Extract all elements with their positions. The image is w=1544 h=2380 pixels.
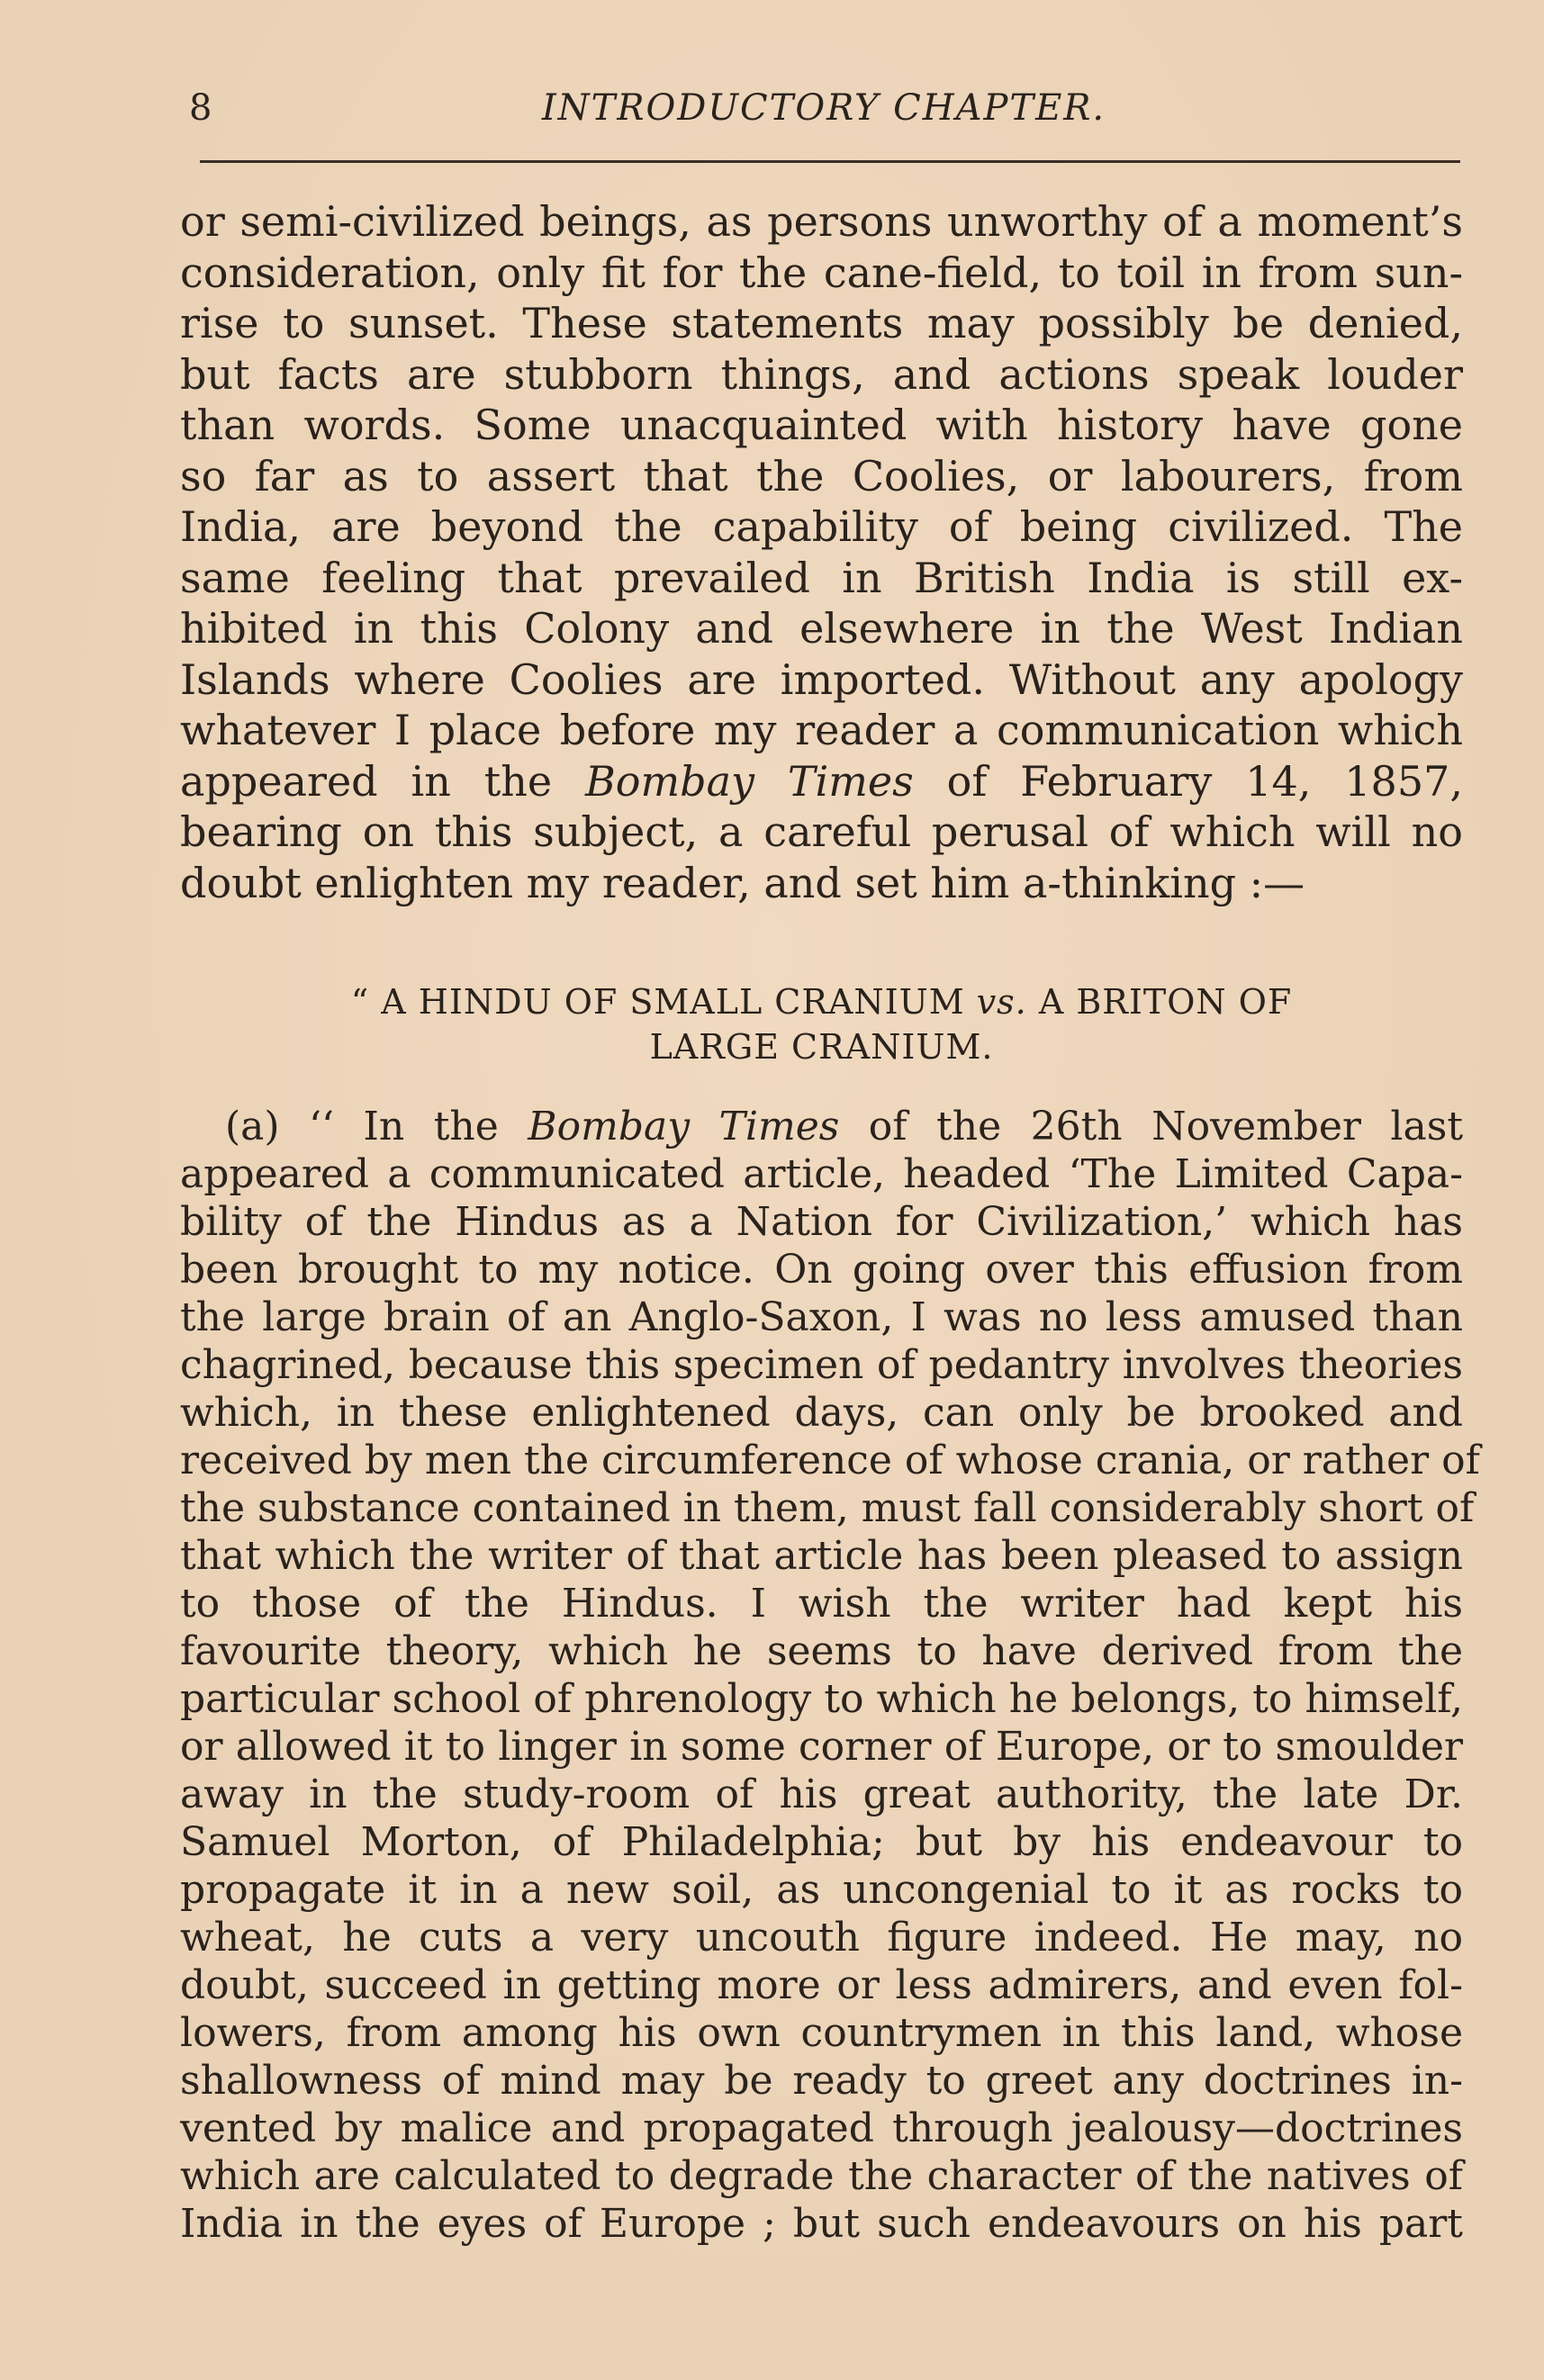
text-line: propagate it in a new soil, as uncongenial to it as rocks to [180, 1867, 1463, 1913]
paragraph-marker: (a) [225, 1104, 280, 1149]
text-line: received by men the circumference of whose crania, or rather of [180, 1438, 1480, 1483]
text-line: Samuel Morton, of Philadelphia; but by his endeavour to [180, 1819, 1463, 1865]
text-line: whatever I place before my reader a communication which [180, 706, 1463, 754]
text-line: lowers, from among his own countrymen in this land, whose [180, 2010, 1463, 2056]
running-head [189, 81, 1458, 135]
heading-versus: vs. [976, 982, 1027, 1022]
text-line: so far as to assert that the Coolies, or labourers, from [180, 451, 1463, 500]
paragraph-2 [180, 1103, 1480, 2248]
text-line: but facts are stubborn things, and actions speak louder [180, 349, 1463, 399]
text-line: vented by malice and propagated through jealousy—doctrines [180, 2105, 1463, 2151]
heading-fragment: “ A HINDU OF SMALL CRANIUM [350, 982, 977, 1022]
text-line: bility of the Hindus as a Nation for Civilization,’ which has [180, 1199, 1463, 1245]
text-line: wheat, he cuts a very uncouth figure indeed. He may, no [180, 1915, 1463, 1961]
text-fragment: ‘‘ In the [279, 1104, 528, 1149]
text-line: the large brain of an Anglo-Saxon, I was no less amused than [180, 1294, 1463, 1340]
text-line: been brought to my notice. On going over this effusion from [180, 1247, 1463, 1293]
text-fragment: of February 14, 1857, [913, 756, 1463, 806]
text-line: Islands where Coolies are imported. Without any apology [180, 654, 1463, 704]
text-line: appeared a communicated article, headed ‘The Limited Capa- [180, 1151, 1463, 1197]
text-line: the substance contained in them, must fall considerably short of [180, 1485, 1475, 1531]
text-line: or semi-civilized beings, as persons unworthy of a moment’s [180, 197, 1463, 246]
text-fragment: appeared in the [180, 756, 585, 806]
text-line-with-italic [180, 756, 1463, 807]
section-heading [180, 979, 1463, 1069]
heading-line: LARGE CRANIUM. [649, 1027, 994, 1067]
heading-fragment: A BRITON OF [1026, 982, 1293, 1022]
text-line: which are calculated to degrade the character of the natives of [180, 2153, 1463, 2199]
chapter-title: INTRODUCTORY CHAPTER. [541, 87, 1106, 129]
text-line: India in the eyes of Europe ; but such endeavours on his part [180, 2201, 1463, 2247]
text-line: particular school of phrenology to which he belongs, to himself, [180, 1676, 1463, 1722]
text-line: which, in these enlightened days, can only be brooked and [180, 1390, 1463, 1436]
text-line: to those of the Hindus. I wish the writer had kept his [180, 1581, 1463, 1627]
text-line: favourite theory, which he seems to have derived from the [180, 1628, 1463, 1674]
text-line: doubt, succeed in getting more or less admirers, and even fol- [180, 1962, 1463, 2008]
text-line: rise to sunset. These statements may possibly be denied, [180, 299, 1463, 347]
text-line: away in the study-room of his great authority, the late Dr. [180, 1771, 1463, 1817]
text-line: or allowed it to linger in some corner of Europe, or to smoulder [180, 1724, 1463, 1770]
text-line: hibited in this Colony and elsewhere in the West Indian [180, 604, 1463, 653]
newspaper-title: Bombay Times [528, 1104, 840, 1149]
paragraph-1 [180, 196, 1463, 908]
text-line: shallowness of mind may be ready to greet any doctrines in- [180, 2058, 1463, 2104]
text-line: consideration, only fit for the cane-field, to toil in from sun- [180, 248, 1463, 297]
text-line: same feeling that prevailed in British India is still ex- [180, 553, 1463, 602]
text-line: that which the writer of that article has been pleased to assign [180, 1533, 1463, 1579]
text-line-with-italic [180, 1103, 1463, 1150]
text-line: doubt enlighten my reader, and set him a-thinking :— [180, 858, 1305, 907]
heading-line [180, 979, 1463, 1024]
text-line: India, are beyond the capability of being civilized. The [180, 502, 1463, 551]
text-line: than words. Some unacquainted with history have gone [180, 401, 1463, 449]
text-line: chagrined, because this specimen of pedantry involves theories [180, 1342, 1463, 1388]
header-rule [200, 160, 1460, 163]
newspaper-title: Bombay Times [585, 756, 914, 806]
text-fragment: of the 26th November last [839, 1104, 1463, 1149]
page-number: 8 [189, 87, 212, 129]
text-line: bearing on this subject, a careful perusal of which will no [180, 807, 1463, 856]
